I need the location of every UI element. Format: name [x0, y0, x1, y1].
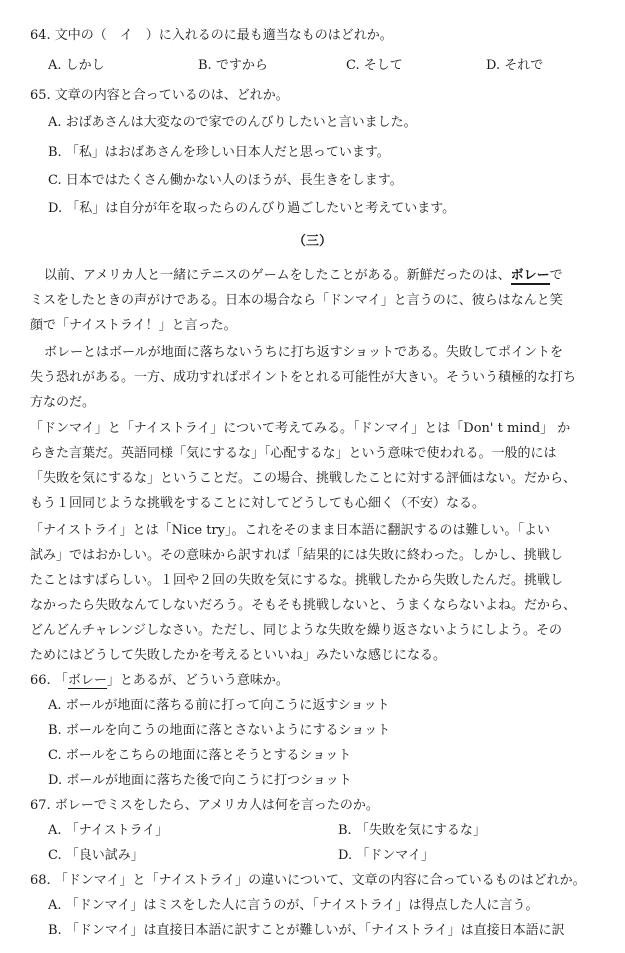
q64-option-d: D. それで — [486, 58, 544, 73]
underlined-term-volley: ボレー — [510, 268, 550, 283]
passage-line: 「失敗を気にするな」ということだ。この場合、挑戦したことに対する評価はない。だから、 — [30, 471, 577, 486]
q67-option-c: C. 「良い試み」 — [48, 848, 144, 863]
q67-option-a: A. 「ナイストライ」 — [48, 823, 169, 838]
q66-option-b: B. ボールを向こうの地面に落とさないようにするショット — [48, 723, 391, 738]
passage-line: 「ドンマイ」と「ナイストライ」について考えてみる。「ドンマイ」とは「Don' t mind」 か — [30, 421, 571, 436]
question-64: 64. 文中の（ イ ）に入れるのに最も適当なものはどれか。 — [30, 28, 393, 43]
passage-line: ボレーとはボールが地面に落ちないうちに打ち返すショットである。失敗してポイントを — [44, 345, 563, 360]
q67-option-b: B. 「失敗を気にするな」 — [338, 823, 486, 838]
q66-option-d: D. ボールが地面に落ちた後で向こうに打つショット — [48, 773, 352, 788]
passage-line: もう１回同じような挑戦をすることに対してどうしても心細く（不安）なる。 — [30, 496, 486, 511]
q65-option-a: A. おばあさんは大変なので家でのんびりしたいと言いました。 — [48, 115, 417, 130]
passage-line: ためにはどうして失敗したかを考えるといいね」みたいな感じになる。 — [30, 648, 447, 663]
passage-line: らきた言葉だ。英語同様「気にするな」「心配するな」という意味で使われる。一般的には — [30, 446, 557, 461]
question-67: 67. ボレーでミスをしたら、アメリカ人は何を言ったのか。 — [30, 798, 379, 813]
underlined-term-volley: ボレー — [67, 673, 107, 688]
q68-option-a: A. 「ドンマイ」はミスをした人に言うのが、「ナイストライ」は得点した人に言う。 — [48, 898, 539, 913]
q64-option-c: C. そして — [346, 58, 403, 73]
q67-option-d: D. 「ドンマイ」 — [338, 848, 434, 863]
passage-line — [44, 268, 563, 284]
question-text: 」とあるが、どういう意味か。 — [106, 673, 289, 688]
q65-option-b: B. 「私」はおばあさんを珍しい日本人だと思っています。 — [48, 145, 390, 160]
question-text: 66. 「 — [30, 673, 68, 688]
q66-option-c: C. ボールをこちらの地面に落とそうとするショット — [48, 748, 352, 763]
passage-line: 方なのだ。 — [30, 395, 96, 410]
passage-text: で — [549, 268, 563, 283]
passage-line: ミスをしたときの声がけである。日本の場合なら「ドンマイ」と言うのに、彼らはなんと笑 — [30, 293, 563, 308]
passage-line: 「ナイストライ」とは「Nice try」。これをそのまま日本語に翻訳するのは難しい。「よい — [30, 523, 550, 538]
passage-line: どんどんチャレンジしなさい。ただし、同じような失敗を繰り返さないようにしよう。その — [30, 623, 562, 638]
passage-text: 以前、アメリカ人と一緒にテニスのゲームをしたことがある。新鮮だったのは、 — [44, 268, 511, 283]
section-title: （三） — [292, 234, 332, 249]
q66-option-a: A. ボールが地面に落ちる前に打って向こうに返すショット — [48, 698, 390, 713]
passage-line: 顔で「ナイストライ！」と言った。 — [30, 318, 237, 333]
passage-line: 試み」ではおかしい。その意味から訳すれば「結果的には失敗に終わった。しかし、挑戦し — [30, 548, 563, 563]
passage-line: 失う恐れがある。一方、成功すればポイントをとれる可能性が大きい。そういう積極的な打ち — [30, 370, 577, 385]
passage-line: なかったら失敗なんてしないだろう。そもそも挑戦しないと、うまくならないよね。だから、 — [30, 598, 577, 613]
q68-option-b: B. 「ドンマイ」は直接日本語に訳すことが難しいが、「ナイストライ」は直接日本語に訳 — [48, 923, 565, 938]
question-66 — [30, 673, 289, 689]
q64-option-a: A. しかし — [48, 58, 105, 73]
question-68: 68. 「ドンマイ」と「ナイストライ」の違いについて、文章の内容に合っているものはどれか。 — [30, 873, 586, 888]
q64-option-b: B. ですから — [198, 58, 268, 73]
question-65: 65. 文章の内容と合っているのは、どれか。 — [30, 88, 289, 103]
q65-option-c: C. 日本ではたくさん働かない人のほうが、長生きをします。 — [48, 173, 403, 188]
q65-option-d: D. 「私」は自分が年を取ったらのんびり過ごしたいと考えています。 — [48, 201, 456, 216]
passage-line: たことはすばらしい。１回や２回の失敗を気にするな。挑戦したから失敗したんだ。挑戦し — [30, 573, 564, 588]
